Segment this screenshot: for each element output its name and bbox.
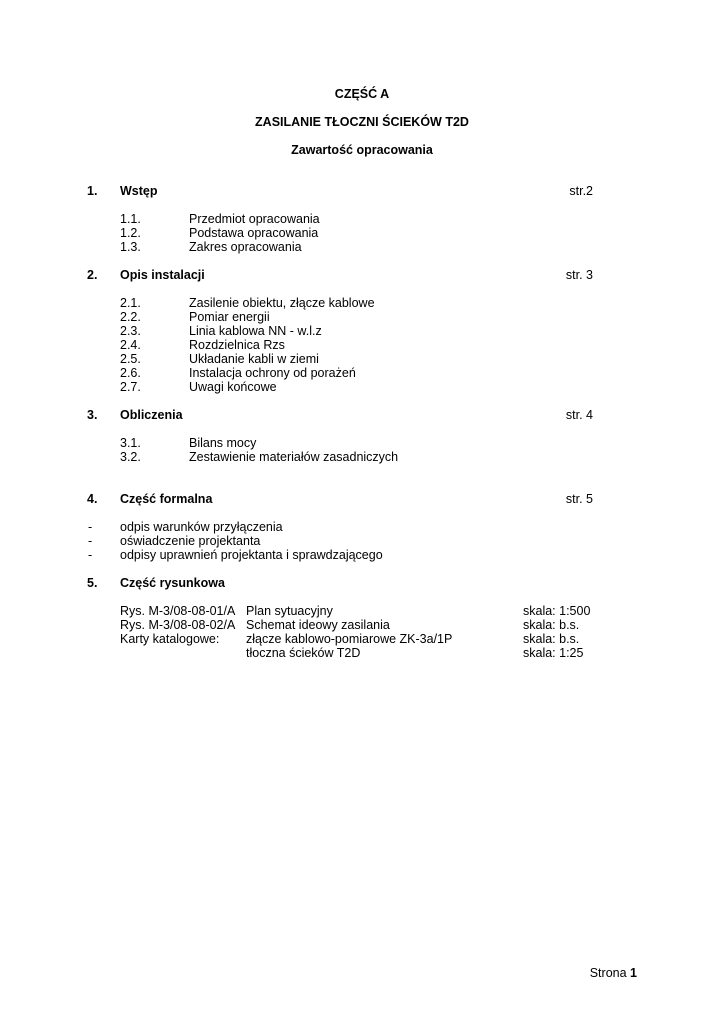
section-page: str. 4: [565, 408, 593, 422]
bullet-dash: -: [88, 520, 93, 534]
item-text: Rozdzielnica Rzs: [189, 338, 285, 352]
item-text: Zestawienie materiałów zasadniczych: [189, 450, 399, 464]
drawing-scale: skala: b.s.: [523, 632, 580, 646]
drawing-desc: złącze kablowo-pomiarowe ZK-3a/1P: [246, 632, 453, 646]
drawing-scale: skala: b.s.: [523, 618, 580, 632]
section-number: 5.: [87, 576, 98, 590]
item-number: 1.1.: [120, 212, 141, 226]
document-title: ZASILANIE TŁOCZNI ŚCIEKÓW T2D: [255, 115, 469, 129]
page-number: 1: [630, 966, 637, 980]
section-page: str. 3: [565, 268, 593, 282]
section-title: Wstęp: [120, 184, 158, 198]
section-title: Część formalna: [120, 492, 213, 506]
item-text: Linia kablowa NN - w.l.z: [189, 324, 322, 338]
item-number: 3.1.: [120, 436, 141, 450]
drawing-ref: Rys. M-3/08-08-02/A: [120, 618, 236, 632]
contents-heading: Zawartość opracowania: [291, 143, 433, 157]
section-number: 2.: [87, 268, 98, 282]
item-text: Układanie kabli w ziemi: [189, 352, 319, 366]
bullet-text: odpis warunków przyłączenia: [120, 520, 283, 534]
item-number: 2.6.: [120, 366, 141, 380]
item-text: Zakres opracowania: [189, 240, 302, 254]
item-text: Bilans mocy: [189, 436, 257, 450]
section-number: 1.: [87, 184, 98, 198]
item-number: 3.2.: [120, 450, 141, 464]
item-number: 1.3.: [120, 240, 141, 254]
drawing-scale: skala: 1:25: [523, 646, 584, 660]
item-text: Przedmiot opracowania: [189, 212, 320, 226]
item-number: 2.2.: [120, 310, 141, 324]
section-title: Część rysunkowa: [120, 576, 225, 590]
section-number: 3.: [87, 408, 98, 422]
bullet-dash: -: [88, 534, 93, 548]
section-title: Opis instalacji: [120, 268, 205, 282]
section-title: Obliczenia: [120, 408, 183, 422]
section-page: str. 5: [565, 492, 593, 506]
item-number: 2.7.: [120, 380, 141, 394]
bullet-dash: -: [88, 548, 93, 562]
item-text: Instalacja ochrony od porażeń: [189, 366, 356, 380]
item-text: Uwagi końcowe: [189, 380, 277, 394]
drawing-desc: Schemat ideowy zasilania: [246, 618, 390, 632]
drawing-ref: Rys. M-3/08-08-01/A: [120, 604, 236, 618]
item-number: 2.5.: [120, 352, 141, 366]
drawing-desc: Plan sytuacyjny: [246, 604, 333, 618]
drawing-ref: Karty katalogowe:: [120, 632, 220, 646]
section-number: 4.: [87, 492, 98, 506]
item-text: Podstawa opracowania: [189, 226, 319, 240]
item-number: 1.2.: [120, 226, 141, 240]
part-heading: CZĘŚĆ A: [334, 87, 390, 101]
bullet-text: oświadczenie projektanta: [120, 534, 261, 548]
drawing-desc: tłoczna ścieków T2D: [246, 646, 361, 660]
item-number: 2.3.: [120, 324, 141, 338]
section-page: str.2: [569, 184, 593, 198]
item-text: Zasilenie obiektu, złącze kablowe: [189, 296, 375, 310]
page-label: Strona: [589, 966, 627, 980]
bullet-text: odpisy uprawnień projektanta i sprawdzającego: [120, 548, 383, 562]
drawing-scale: skala: 1:500: [523, 604, 591, 618]
page-footer: [590, 966, 637, 980]
item-text: Pomiar energii: [189, 310, 270, 324]
item-number: 2.4.: [120, 338, 141, 352]
item-number: 2.1.: [120, 296, 141, 310]
